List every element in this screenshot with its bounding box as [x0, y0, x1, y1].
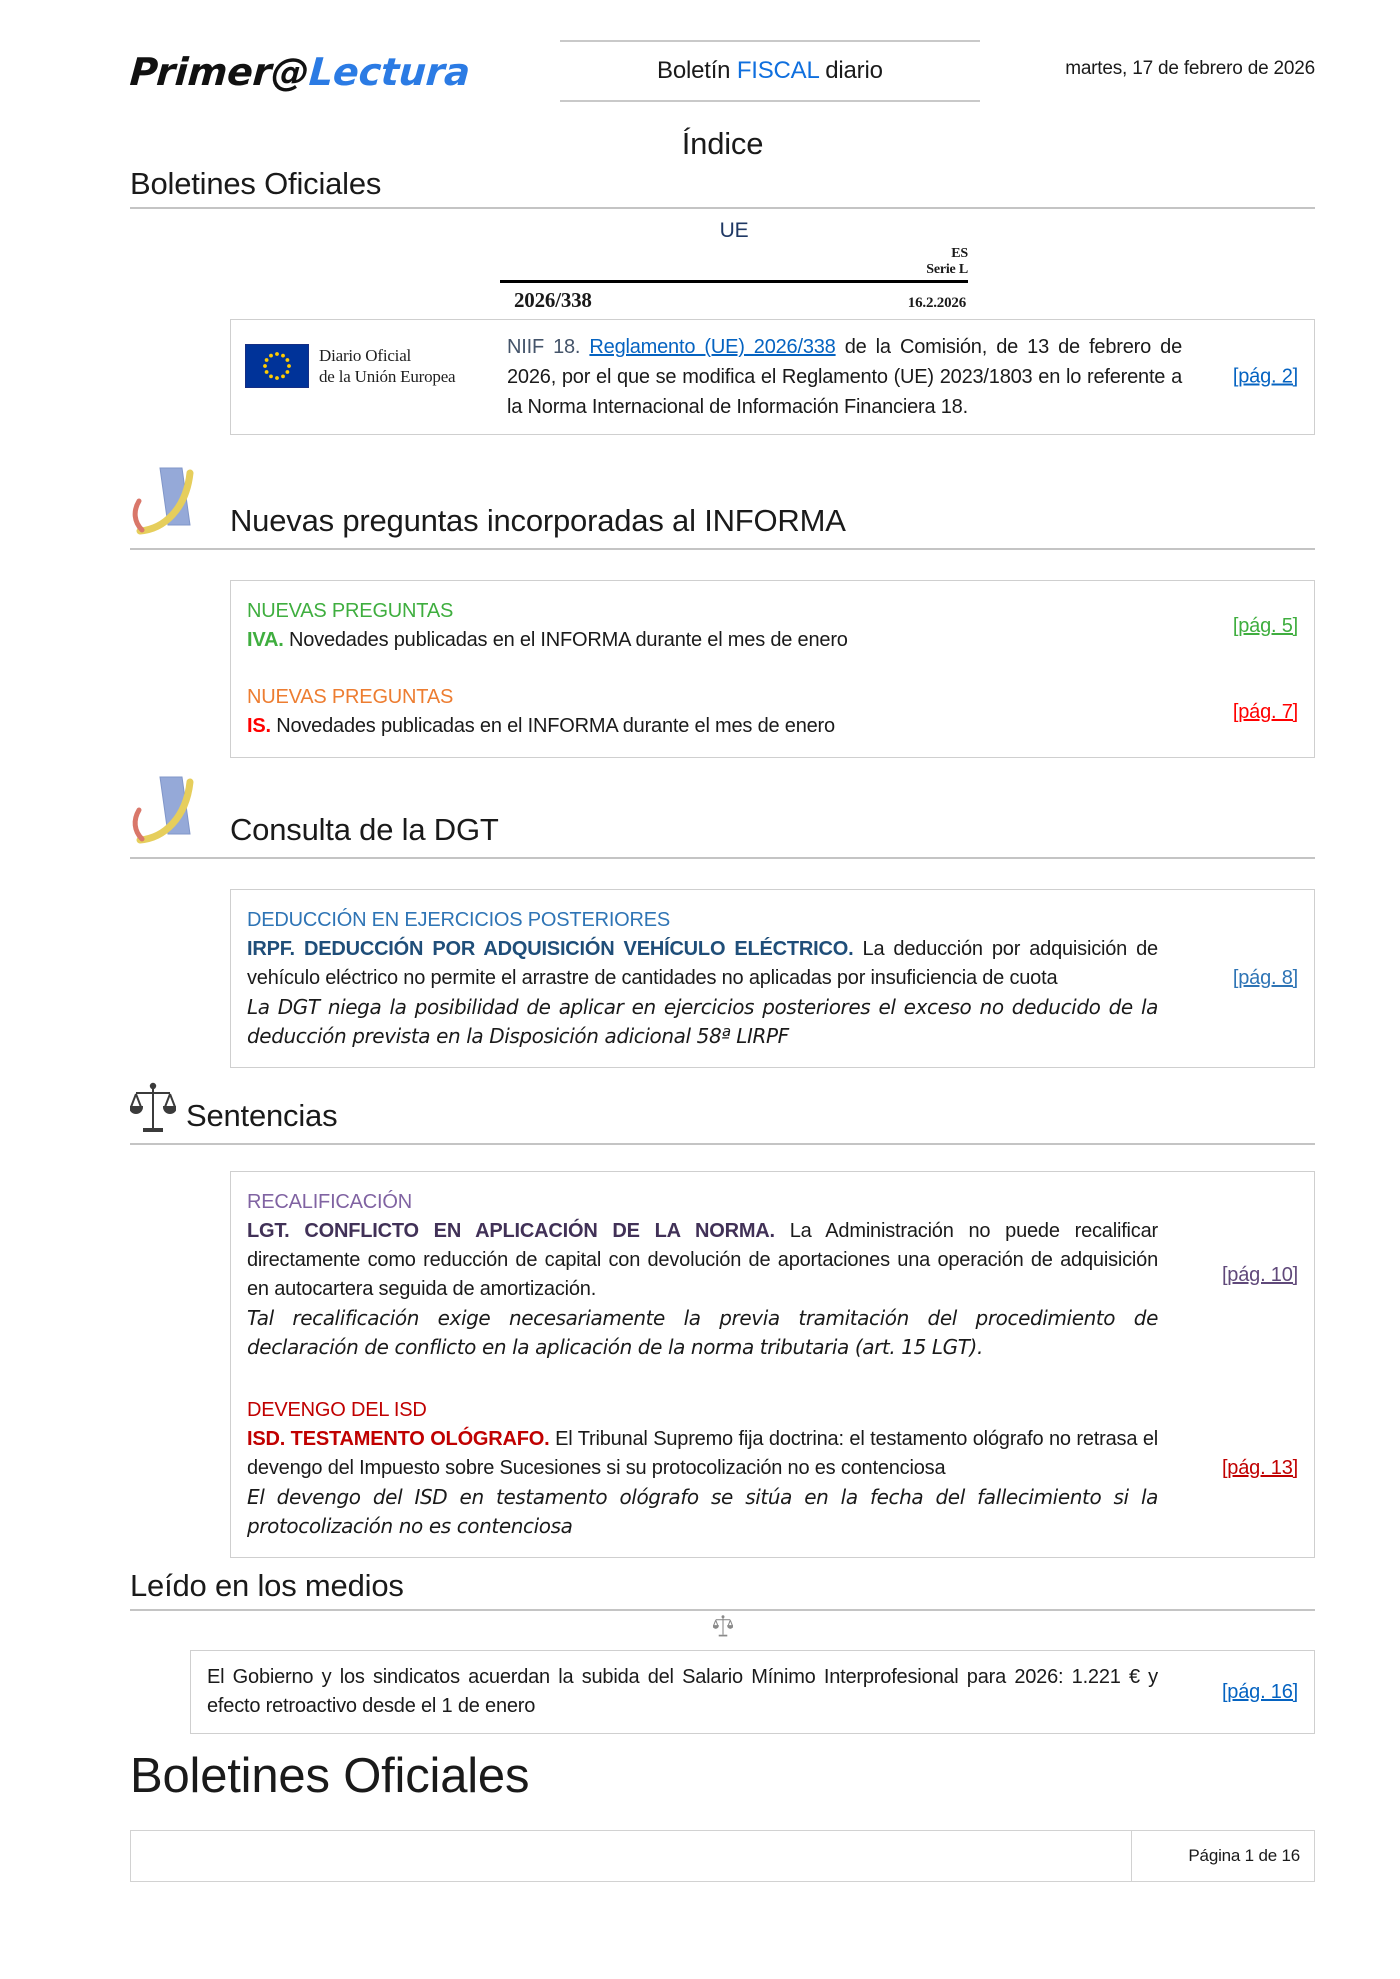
- scales-icon: [130, 1082, 176, 1138]
- aeat-logo-icon: [130, 774, 216, 852]
- entry-text: [247, 1217, 1158, 1304]
- section-heading-dgt: Consulta de la DGT: [230, 812, 499, 848]
- doue-logo-line1: Diario Oficial: [319, 345, 412, 365]
- doue-lang-series: [500, 246, 968, 278]
- section-heading-informa: Nuevas preguntas incorporadas al INFORMA: [230, 503, 846, 539]
- entry-text: [247, 712, 1158, 741]
- entry-text: [247, 626, 1158, 655]
- section-divider: [130, 1609, 1315, 1611]
- brand-logo-part2: Lectura: [307, 50, 472, 94]
- issue-date: martes, 17 de febrero de 2026: [1065, 58, 1315, 79]
- doue-issue-row: [500, 283, 968, 313]
- section-divider: [130, 1143, 1315, 1145]
- page-link-13[interactable]: [pág. 13]: [1221, 1457, 1298, 1480]
- doue-number: 2026/338: [514, 288, 592, 313]
- doue-entry-lead: NIIF 18.: [507, 336, 590, 359]
- sentencias-heading-row: [130, 1082, 1315, 1138]
- doue-logo-text: [319, 345, 455, 388]
- sentencia-entry-recalificacion: [247, 1188, 1298, 1362]
- entry-summary: La DGT niega la posibilidad de aplicar en ejercicios posteriores el exceso no deducido de la deducción prevista en la Disposición adicional 58ª LIRPF: [247, 995, 1158, 1049]
- entry-text: [247, 935, 1158, 993]
- dgt-entry: [247, 906, 1298, 1051]
- entry-lead: IRPF. DEDUCCIÓN POR ADQUISICIÓN VEHÍCULO ELÉCTRICO.: [247, 938, 854, 961]
- doue-logo: [245, 336, 495, 396]
- entry-label: NUEVAS PREGUNTAS: [247, 686, 454, 709]
- entry-body: Novedades publicadas en el INFORMA durante el mes de enero: [283, 629, 848, 652]
- entry-label: DEDUCCIÓN EN EJERCICIOS POSTERIORES: [247, 909, 671, 932]
- masthead-post: diario: [818, 57, 883, 84]
- doue-series: Serie L: [926, 262, 968, 278]
- doue-masthead: [500, 219, 968, 313]
- entry-main: [247, 1188, 1188, 1362]
- entry-summary: Tal recalificación exige necesariamente la previa tramitación del procedimiento de declaración de conflicto en la aplicación de la norma tributaria (art. 15 LGT).: [247, 1306, 1158, 1360]
- masthead-title: [560, 40, 980, 102]
- body-section-title: Boletines Oficiales: [130, 1749, 530, 1804]
- page-link-7[interactable]: [pág. 7]: [1232, 700, 1298, 723]
- section-heading-boletines: Boletines Oficiales: [130, 166, 382, 201]
- entry-lead: IVA.: [247, 629, 284, 652]
- section-heading-sentencias: Sentencias: [186, 1098, 338, 1134]
- sentencias-card: [230, 1171, 1315, 1558]
- doue-entry-card: [230, 319, 1315, 435]
- masthead-pre: Boletín: [657, 57, 737, 84]
- regulation-link[interactable]: Reglamento (UE) 2026/338: [589, 336, 836, 359]
- section-divider: [130, 207, 1315, 209]
- sentencia-entry-isd: [247, 1396, 1298, 1541]
- medios-entry: [207, 1663, 1298, 1721]
- entry-summary: El devengo del ISD en testamento ológrafo se sitúa en la fecha del fallecimiento si la protocolización no es contenciosa: [247, 1485, 1158, 1539]
- informa-card: [230, 580, 1315, 758]
- aeat-logo-icon: [130, 465, 216, 543]
- medios-ornament: [130, 1615, 1315, 1644]
- doue-region: UE: [719, 219, 749, 242]
- page-link-10[interactable]: [pág. 10]: [1221, 1263, 1298, 1286]
- entry-main: [247, 906, 1188, 1051]
- entry-body: El Tribunal Supremo fija doctrina: el testamento ológrafo no retrasa el devengo del Impuesto sobre Sucesiones si su protocolización no es contenciosa: [247, 1428, 1158, 1480]
- section-heading-medios: Leído en los medios: [130, 1568, 404, 1604]
- entry-label: RECALIFICACIÓN: [247, 1191, 413, 1214]
- entry-lead: LGT. CONFLICTO EN APLICACIÓN DE LA NORMA.: [247, 1220, 775, 1243]
- doue-date: 16.2.2026: [907, 295, 966, 312]
- brand-logo: [128, 50, 471, 94]
- page-link-2[interactable]: [pág. 2]: [1232, 365, 1298, 388]
- entry-body: La Administración no puede recalificar directamente como reducción de capital con devolución de aportaciones una operación de adquisición en autocartera seguida de amortización.: [247, 1220, 1158, 1301]
- doue-entry-rest: de la Comisión, de 13 de febrero de 2026, por el que se modifica el Reglamento (UE) 2023/1803 en lo referente a la Norma Internacional de Información Financiera 18.: [507, 336, 1182, 419]
- page-link-5[interactable]: [pág. 5]: [1232, 614, 1298, 637]
- entry-main: [247, 1396, 1188, 1541]
- entry-label: DEVENGO DEL ISD: [247, 1399, 427, 1422]
- doue-logo-line2: de la Unión Europea: [319, 367, 456, 387]
- page-header: [130, 40, 1315, 102]
- informa-heading-row: [130, 465, 1315, 543]
- section-divider: [130, 857, 1315, 859]
- entry-body: La deducción por adquisición de vehículo eléctrico no permite el arrastre de cantidades no aplicadas por insuficiencia de cuota: [247, 938, 1158, 990]
- informa-entry-is: [247, 683, 1298, 741]
- dgt-card: [230, 889, 1315, 1068]
- dgt-heading-row: [130, 774, 1315, 852]
- page-link-8[interactable]: [pág. 8]: [1232, 967, 1298, 990]
- page-number: Página 1 de 16: [1188, 1846, 1300, 1866]
- informa-entry-iva: [247, 597, 1298, 655]
- entry-body: Novedades publicadas en el INFORMA durante el mes de enero: [270, 715, 835, 738]
- entry-text: El Gobierno y los sindicatos acuerdan la subida del Salario Mínimo Interprofesional para 2026: 1.221 € y efecto retroactivo desde el 1 de enero: [207, 1666, 1158, 1718]
- entry-main: [247, 683, 1188, 741]
- entry-text: [247, 1425, 1158, 1483]
- footer-empty-cell: [131, 1831, 1132, 1881]
- eu-flag-icon: [245, 344, 309, 388]
- page-link-16[interactable]: [pág. 16]: [1221, 1680, 1298, 1703]
- doue-lang: ES: [951, 246, 968, 261]
- entry-label: NUEVAS PREGUNTAS: [247, 600, 454, 623]
- masthead-highlight: FISCAL: [736, 57, 819, 84]
- scales-small-icon: [713, 1615, 733, 1639]
- index-title: Índice: [681, 126, 764, 161]
- brand-logo-part1: Primer@: [128, 50, 311, 94]
- page-footer: [130, 1830, 1315, 1882]
- entry-lead: IS.: [247, 715, 271, 738]
- entry-main: [247, 597, 1188, 655]
- entry-main: [207, 1663, 1188, 1721]
- medios-card: [190, 1650, 1315, 1734]
- entry-lead: ISD. TESTAMENTO OLÓGRAFO.: [247, 1428, 550, 1451]
- section-divider: [130, 548, 1315, 550]
